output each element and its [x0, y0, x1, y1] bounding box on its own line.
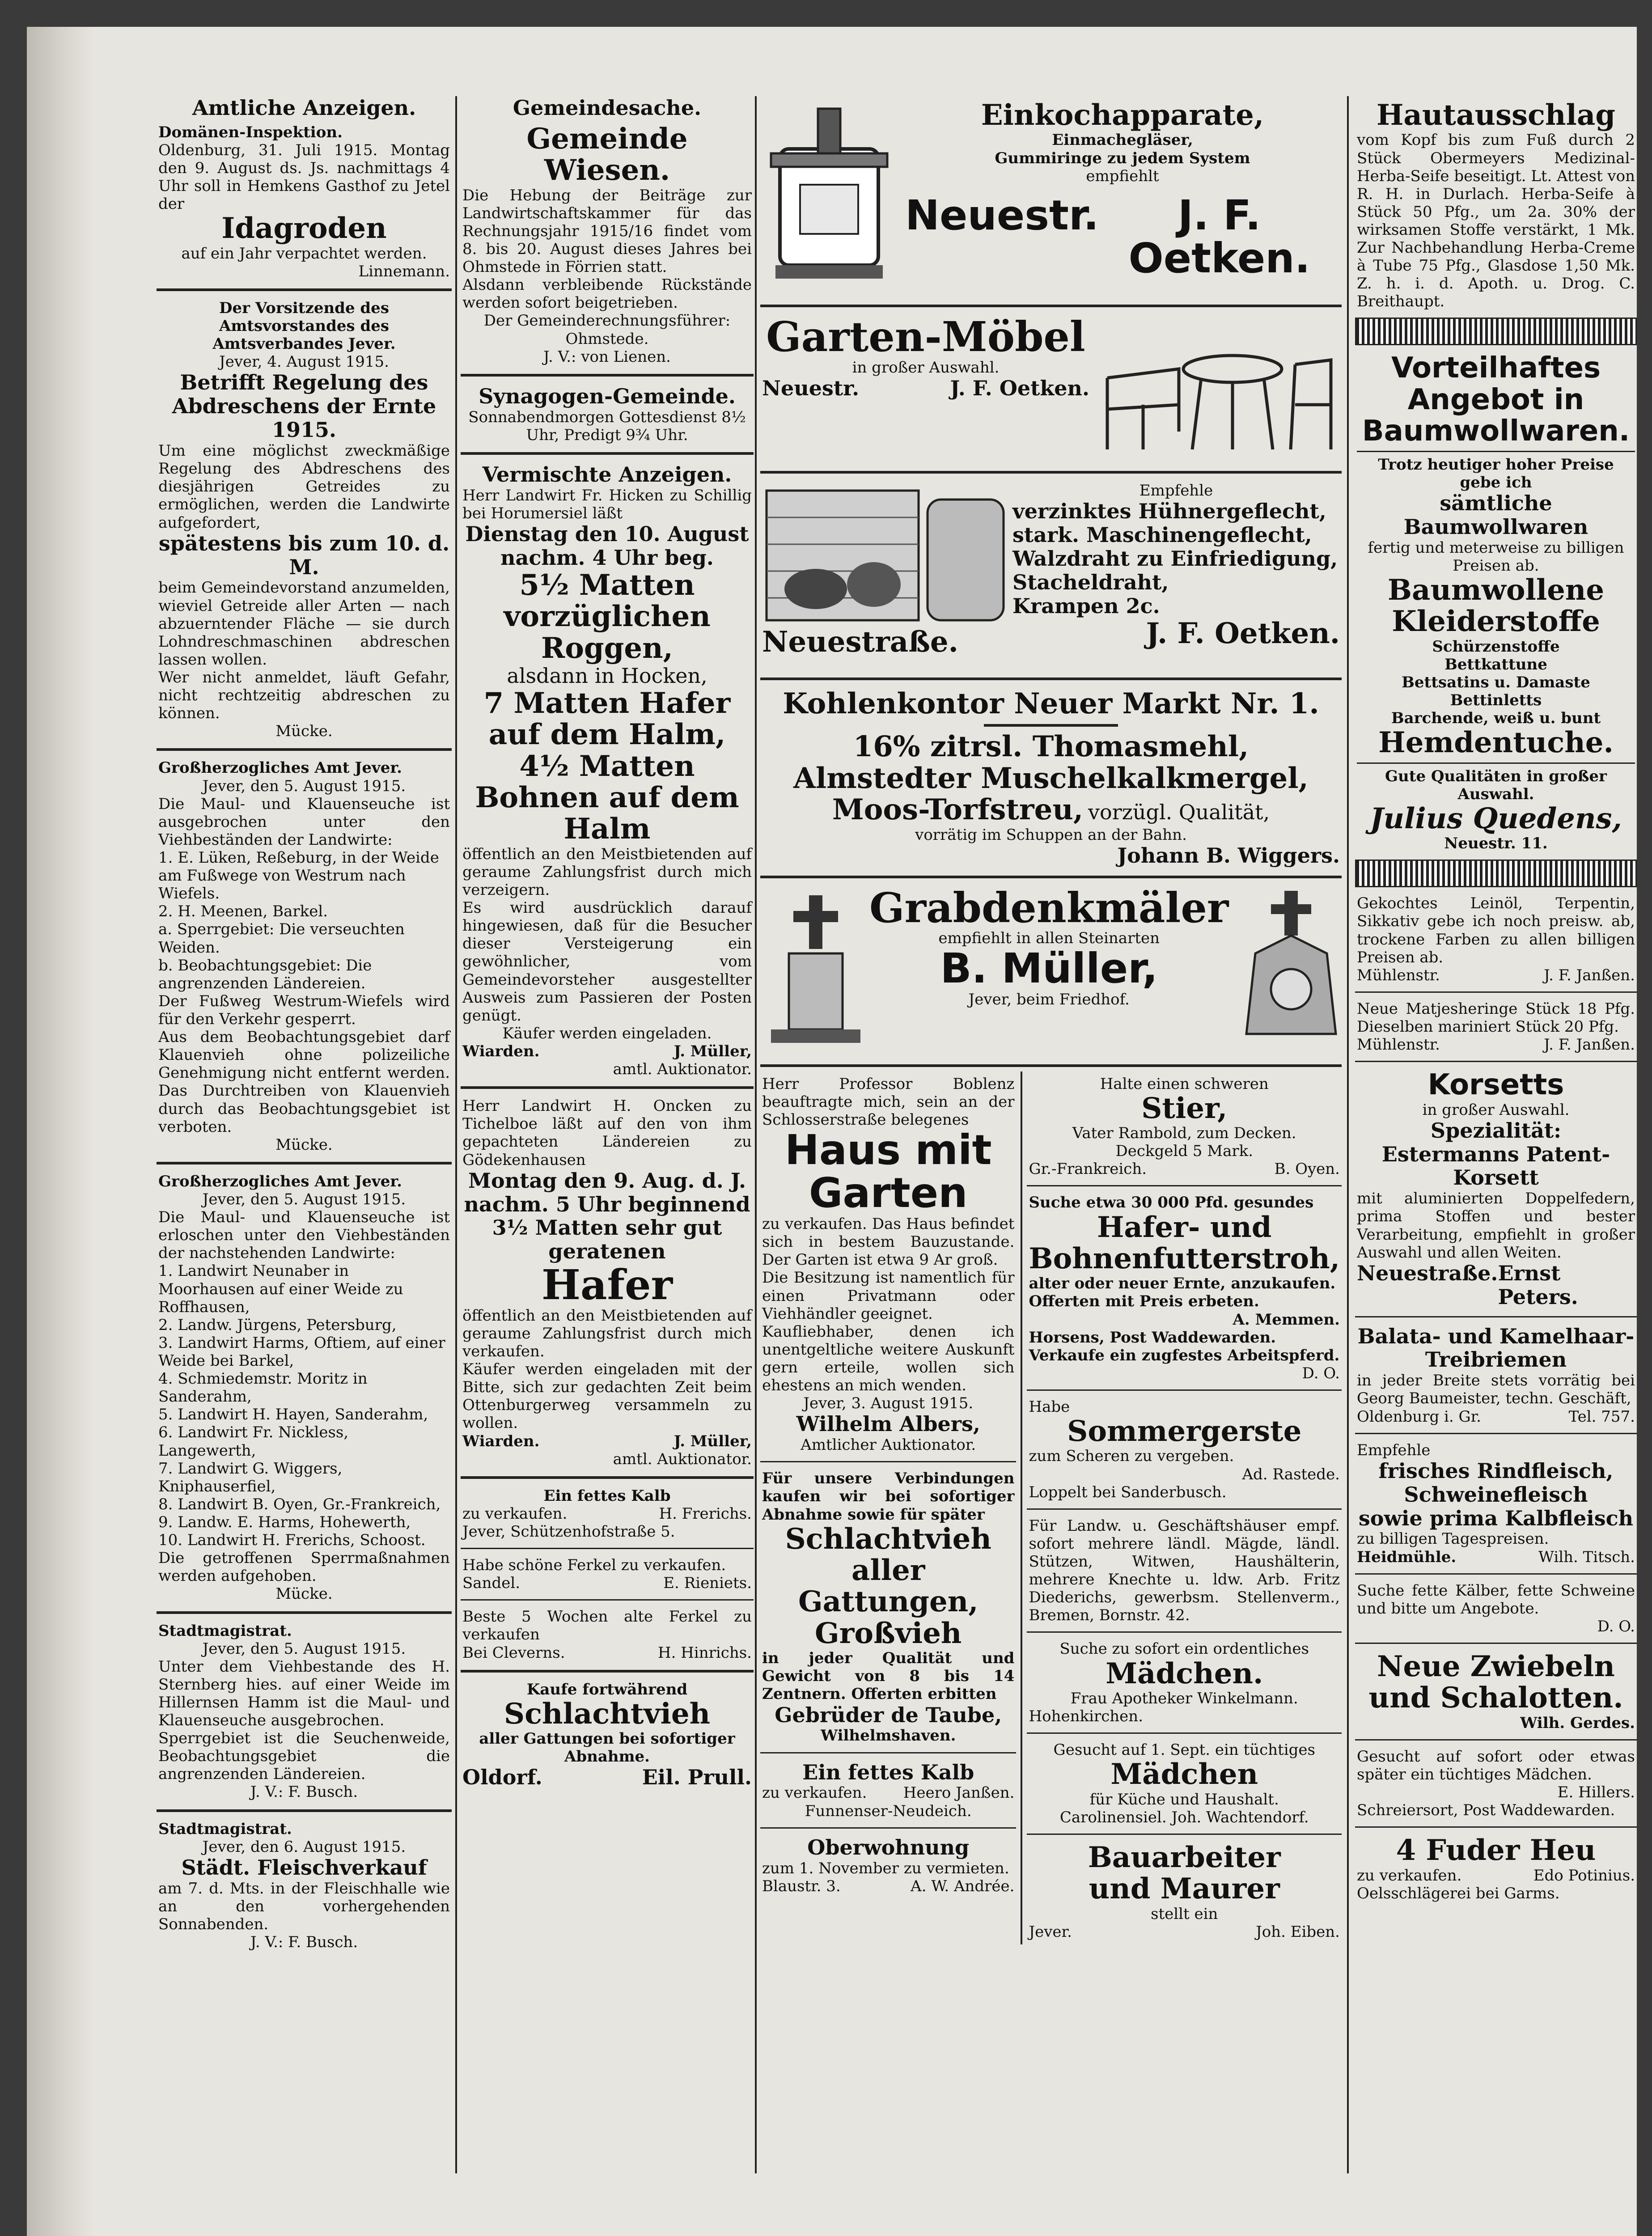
- ad-kohlenkontor: Kohlenkontor Neuer Markt Nr. 1. 16% zitrsl. Thomasmehl, Almstedter Muschelkalkmergel, Moos-Torfstreu, vorzügl. Qualität, vorrätig im Schuppen an der Bahn. Johann B. Wiggers.: [783, 687, 1340, 868]
- ad-ferkel-2: Beste 5 Wochen alte Ferkel zu verkaufen Bei Cleverns. H. Hinrichs.: [462, 1608, 752, 1662]
- ad-draht: Neuestraße. Empfehle verzinktes Hühnergeflecht, stark. Maschinengeflecht, Walzdraht zu Einfriedigung, Stacheldraht, Krampen 2c. J. F. Oetken.: [760, 478, 1342, 673]
- ad-leinoel: Gekochtes Leinöl, Terpentin, Sikkativ gebe ich noch preisw. ab, trockene Farben zu allen billigen Preisen ab. Mühlenstr. J. F. Janßen.: [1357, 894, 1635, 984]
- ad-oberwohnung: Oberwohnung zum 1. November zu vermieten. Blaustr. 3. A. W. Andrée.: [762, 1835, 1015, 1895]
- notice-stadtmagistrat-2: Stadtmagistrat. Jever, den 6. August 1915. Städt. Fleischverkauf am 7. d. Mts. in der Fleischhalle wie an den vorhergehenden Sonnabenden. J. V.: F. Busch.: [158, 1820, 450, 1952]
- preserving-jar-illustration: [762, 100, 896, 296]
- ad-ferkel-1: Habe schöne Ferkel zu verkaufen. Sandel. E. Rieniets.: [462, 1556, 752, 1592]
- ad-sommergerste: Habe Sommergerste zum Scheren zu vergeben. Ad. Rastede. Loppelt bei Sanderbusch.: [1029, 1398, 1340, 1501]
- ad-maedchen-2: Gesucht auf 1. Sept. ein tüchtiges Mädchen für Küche und Haushalt. Carolinensiel. Joh. Wachtendorf.: [1053, 1741, 1315, 1826]
- garden-furniture-illustration: [1089, 315, 1340, 463]
- column-rule: [755, 96, 757, 2173]
- ornamental-band: [1355, 860, 1637, 887]
- notice-amt-jever-1: Großherzogliches Amt Jever. Jever, den 5. August 1915. Die Maul- und Klauenseuche ist ausgebrochen unter den Viehbeständen der Landwirte: 1. E. Lüken, Reßeburg, in der Weide am Fußwege von Westrum nach Wiefels. 2. H. Meenen, Barkel. a. Sperrgebiet: Die verseuchten Weiden. b. Beobachtungsgebiet: Die angrenzenden Ländereien. Der Fußweg Westrum-Wiefels wird für den Verkehr gesperrt. Aus dem Beobachtungsgebiet darf Klauenvieh ohne polizeiliche Genehmigung nicht entfernt werden. Das Durchtreiben von Klauenvieh durch das Beobachtungsgebiet ist verboten. Mücke.: [158, 759, 450, 1154]
- column-official-notices: [157, 96, 452, 2173]
- ornamental-band: [1355, 318, 1637, 345]
- ad-maedchen-1: Suche zu sofort ein ordentliches Mädchen. Frau Apotheker Winkelmann. Hohenkirchen.: [1029, 1640, 1309, 1726]
- notice-amt-jever-2: Großherzogliches Amt Jever. Jever, den 5. August 1915. Die Maul- und Klauenseuche ist erloschen unter den Viehbeständen der nachstehenden Landwirte: 1. Landwirt Neunaber in Moorhausen auf einer Weide zu Roffhausen, 2. Landw. Jürgens, Petersburg, 3. Landwirt Harms, Oftiem, auf einer Weide bei Barkel, 4. Schmiedemstr. Moritz in Sanderahm, 5. Landwirt H. Hayen, Sanderahm, 6. Landwirt Fr. Nickless, Langewerth, 7. Landwirt G. Wiggers, Kniphauserfiel, 8. Landwirt B. Oyen, Gr.-Frankreich, 9. Landw. E. Harms, Hohewerth, 10. Landwirt H. Frerichs, Schoost. Die getroffenen Sperrmaßnahmen werden aufgehoben. Mücke.: [158, 1172, 450, 1603]
- ad-bauarbeiter: Bauarbeiter und Maurer stellt ein Jever. Joh. Eiben.: [1029, 1840, 1340, 1941]
- section-header: Gemeindesache.: [513, 96, 702, 120]
- ad-zwiebeln: Neue Zwiebeln und Schalotten. Wilh. Gerdes.: [1368, 1650, 1635, 1732]
- notice-gemeinde: Gemeinde Wiesen. Die Hebung der Beiträge zur Landwirtschaftskammer für das Rechnungsjahr 1915/16 findet vom 8. bis 20. August dieses Jahres bei Ohmstede in Förrien statt. Alsdann verbleibende Rückstände werden sofort beigetrieben. Der Gemeinderechnungsführer: Ohmstede. J. V.: von Lienen.: [462, 122, 752, 366]
- notice-vorsitzende: Der Vorsitzende des Amtsvorstandes des Amtsverbandes Jever. Jever, 4. August 1915. Betrifft Regelung des Abdreschens der Ernte 1915. Um eine möglichst zweckmäßige Regelung des Abdreschens des diesjährigen Getreides zu ermöglichen, werden die Landwirte aufgefordert, spätestens bis zum 10. d. M. beim Gemeindevorstand anzumelden, wieviel Getreide aller Arten — nach abzuerntender Fläche — sie durch Lohndreschmaschinen abdreschen lassen wollen. Wer nicht anmeldet, läuft Gefahr, nicht rechtzeitig abdreschen zu können. Mücke.: [158, 299, 450, 741]
- ad-einkochapparate: Einkochapparate, Einmachegläser, Gummiringe zu jedem System empfiehlt Neuestr. J. F. Oetken.: [760, 96, 1342, 300]
- ad-stier: Halte einen schweren Stier, Vater Rambold, zum Decken. Deckgeld 5 Mark. Gr.-Frankreich. B. Oyen.: [1029, 1075, 1340, 1178]
- notice-domaenen: Domänen-Inspektion. Oldenburg, 31. Juli 1915. Montag den 9. August ds. Js. nachmittags 4 Uhr soll in Hemkens Gasthof zu Jetel der Idagroden auf ein Jahr verpachtet werden. Linnemann.: [158, 123, 450, 280]
- monument-illustration: [1228, 886, 1342, 1056]
- notice-synagoge: Synagogen-Gemeinde. Sonnabendmorgen Gottesdienst 8½ Uhr, Predigt 9¾ Uhr.: [468, 384, 746, 444]
- chicken-wire-illustration: Neuestraße.: [762, 482, 1012, 669]
- column-shop-ads: [1355, 96, 1637, 2173]
- ad-hautausschlag: Hautausschlag vom Kopf bis zum Fuß durch 2 Stück Obermeyers Medizinal-Herba-Seife beseitigt. Lt. Attest von R. H. in Durlach. Herba-Seife à Stück 50 Pfg., um 2a. 30% der wirksamen Stoffe verstärkt, 1 Mk. Zur Nachbehandlung Herba-Creme à Tube 75 Pfg., Glasdose 1,50 Mk. Z. h. i. d. Apoth. u. Drog. C. Breithaupt.: [1357, 98, 1635, 311]
- ad-grabdenkmaeler: Grabdenkmäler empfiehlt in allen Steinarten B. Müller, Jever, beim Friedhof.: [760, 883, 1342, 1060]
- ad-stellenvermittlung: Für Landw. u. Geschäftshäuser empf. sofort mehrere ländl. Mägde, ländl. Stützen, Witwen, Haushälterin, mehrere Knechte u. ldw. Arb. Fritz Diederichs, gewerbsm. Stellenverm., Bremen, Bornstr. 42.: [1029, 1516, 1340, 1625]
- ad-garten-moebel: Garten-Möbel in großer Auswahl. Neuestr. J. F. Oetken.: [760, 312, 1342, 466]
- ad-baumwollwaren: Vorteilhaftes Angebot in Baumwollwaren. Trotz heutiger hoher Preise gebe ich sämtliche Baumwollwaren fertig und meterweise zu billigen Preisen ab. Baumwollene Kleiderstoffe Schürzenstoffe Bettkattune Bettsatins u. Damaste Bettinletts Barchende, weiß u. bunt Hemdentuche. Gute Qualitäten in großer Auswahl. Julius Quedens, Neuestr. 11.: [1355, 349, 1637, 856]
- section-header: Amtliche Anzeigen.: [192, 96, 416, 120]
- ad-matjes: Neue Matjesheringe Stück 18 Pfg. Dieselben mariniert Stück 20 Pfg. Mühlenstr. J. F. Janßen.: [1357, 999, 1635, 1054]
- column-rule: [455, 96, 457, 2173]
- ad-schlachtvieh-taube: Für unsere Verbindungen kaufen wir bei sofortiger Abnahme sowie für später Schlachtvieh aller Gattungen, Großvieh in jeder Qualität und Gewicht von 8 bis 14 Zentnern. Offerten erbitten Gebrüder de Taube, Wilhelmshaven.: [762, 1469, 1015, 1745]
- ad-kalb: Ein fettes Kalb zu verkaufen. H. Frerichs. Jever, Schützenhofstraße 5.: [462, 1486, 752, 1541]
- ad-haus-mit-garten: Herr Professor Boblenz beauftragte mich, sein an der Schlosserstraße belegenes Haus mit Garten zu verkaufen. Das Haus befindet sich in bestem Bauzustande. Der Garten ist etwa 9 Ar groß. Die Besitzung ist namentlich für einen Privatmann oder Viehhändler geeignet. Kaufliebhaber, denen ich unentgeltliche weitere Auskunft gern erteile, wollen sich ehestens an mich wenden. Jever, 3. August 1915. Wilhelm Albers, Amtlicher Auktionator.: [762, 1075, 1015, 1454]
- ad-auction-hicken: Vermischte Anzeigen. Herr Landwirt Fr. Hicken zu Schillig bei Horumersiel läßt Dienstag den 10. August nachm. 4 Uhr beg. 5½ Matten vorzüglichen Roggen, alsdann in Hocken, 7 Matten Hafer auf dem Halm, 4½ Matten Bohnen auf dem Halm öffentlich an den Meistbietenden auf geraume Zahlungsfrist durch mich verzeigern. Es wird ausdrücklich darauf hingewiesen, daß für die Besucher dieser Versteigerung ein gewöhnlicher, vom Gemeindevorsteher ausgestellter Ausweis zum Passieren der Posten genügt. Käufer werden eingeladen. Wiarden. J. Müller, amtl. Auktionator.: [462, 462, 752, 1079]
- gravestone-illustration: [762, 886, 869, 1056]
- ad-treibriemen: Balata- und Kamelhaar-Treibriemen in jeder Breite stets vorrätig bei Georg Baumeister, techn. Geschäft, Oldenburg i. Gr. Tel. 757.: [1357, 1324, 1635, 1426]
- column-rule: [1347, 96, 1349, 2173]
- ad-fleisch: Empfehle frisches Rindfleisch, Schweinefleisch sowie prima Kalbfleisch zu billigen Tagespreisen. Heidmühle. Wilh. Titsch.: [1357, 1441, 1635, 1566]
- ad-futterstroh: Suche etwa 30 000 Pfd. gesundes Hafer- und Bohnenfutterstroh, alter oder neuer Ernte, anzukaufen. Offerten mit Preis erbeten. A. Memmen. Horsens, Post Waddewarden. Verkaufe ein zugfestes Arbeitspferd. D. O.: [1029, 1194, 1340, 1382]
- ad-korsetts: Korsetts in großer Auswahl. Spezialität: Estermanns Patent-Korsett mit aluminierten Doppelfedern, prima Stoffen und bester Verarbeitung, empfiehlt in großer Auswahl und allen Weiten. Neuestraße. Ernst Peters.: [1357, 1068, 1635, 1309]
- ad-schlachtvieh-prull: Kaufe fortwährend Schlachtvieh aller Gattungen bei sofortiger Abnahme. Oldorf. Eil. Prull.: [462, 1680, 752, 1790]
- ad-kaelber: Suche fette Kälber, fette Schweine und bitte um Angebote. D. O.: [1357, 1581, 1635, 1635]
- column-commercial-ads: [760, 96, 1342, 2173]
- small-ads-grid: [760, 1071, 1342, 1944]
- ad-auction-oncken: Herr Landwirt H. Oncken zu Tichelboe läßt auf den von ihm gepachteten Ländereien zu Gödekenhausen Montag den 9. Aug. d. J. nachm. 5 Uhr beginnend 3½ Matten sehr gut geratenen Hafer öffentlich an den Meistbietenden auf geraume Zahlungsfrist durch mich verkaufen. Käufer werden eingeladen mit der Bitte, sich zur gedachten Zeit beim Ottenburgerweg versammeln zu wollen. Wiarden. J. Müller, amtl. Auktionator.: [462, 1097, 752, 1468]
- page-binding-edge: [27, 27, 94, 2236]
- ad-gesucht-maedchen: Gesucht auf sofort oder etwas später ein tüchtiges Mädchen. E. Hillers. Schreiersort, Post Waddewarden.: [1357, 1747, 1635, 1820]
- column-community-ads: [461, 96, 754, 2173]
- ad-heu: 4 Fuder Heu zu verkaufen. Edo Potinius. Oelsschlägerei bei Garms.: [1357, 1834, 1635, 1902]
- notice-stadtmagistrat-1: Stadtmagistrat. Jever, den 5. August 1915. Unter dem Viehbestande des H. Sternberg hies. auf einer Weide im Hillernsen Hamm ist die Maul- und Klauenseuche ausgebrochen. Sperrgebiet ist die Seuchenweide, Beobachtungsgebiet die angrenzenden Ländereien. J. V.: F. Busch.: [158, 1622, 450, 1801]
- ad-kalb-janssen: Ein fettes Kalb zu verkaufen. Heero Janßen. Funnenser-Neudeich.: [762, 1760, 1015, 1820]
